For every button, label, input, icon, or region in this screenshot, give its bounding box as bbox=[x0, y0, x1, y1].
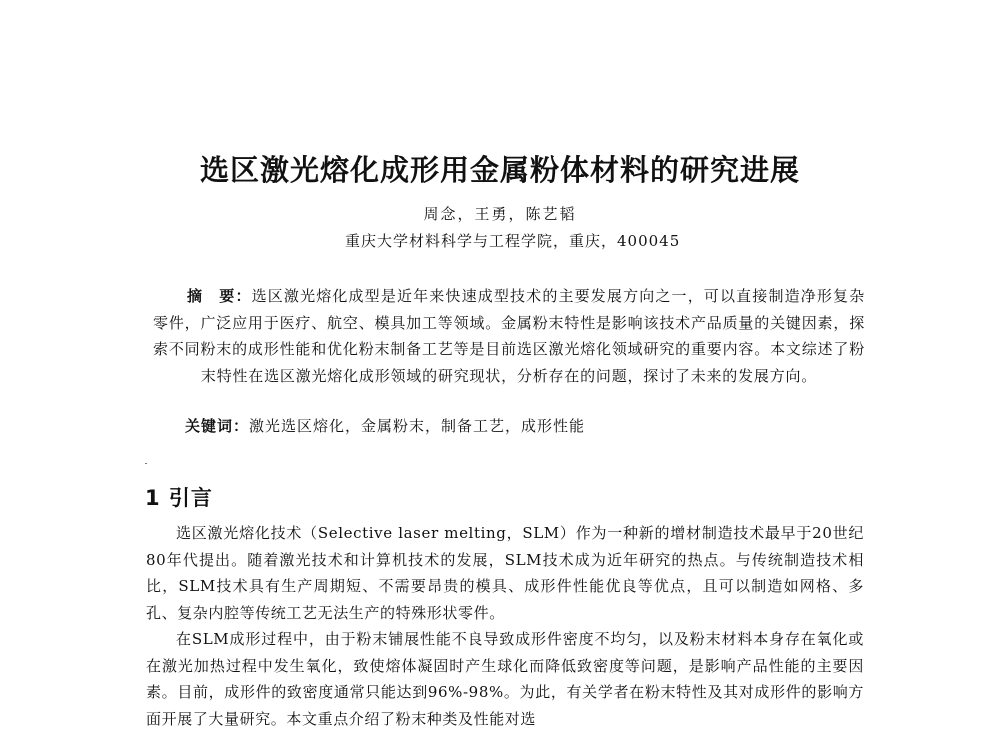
body-paragraph: 在SLM成形过程中，由于粉末铺展性能不良导致成形件密度不均匀，以及粉末材料本身存在氧化或在激光加热过程中发生氧化，致使熔体凝固时产生球化而降低致密度等问题，是影响产品性能的主要因素。目前，成形件的致密度通常只能达到96%-98%。为此，有关学者在粉末特性及其对成形件的影响方面开展了大量研究。本文重点介绍了粉末种类及性能对选 bbox=[146, 630, 864, 728]
keywords-text: 激光选区熔化，金属粉末，制备工艺，成形性能 bbox=[249, 417, 586, 435]
abstract-text: 选区激光熔化成型是近年来快速成型技术的主要发展方向之一，可以直接制造净形复杂零件，广泛应用于医疗、航空、模具加工等领域。金属粉末特性是影响该技术产品质量的关键因素，探索不同粉末的成形性能和优化粉末制备工艺等是目前选区激光熔化领域研究的重要内容。本文综述了粉末特性在选区激光熔化成形领域的研究现状，分析存在的问题，探讨了未来的发展方向。 bbox=[153, 287, 865, 385]
keywords-label: 关键词： bbox=[185, 417, 250, 435]
paper-title: 选区激光熔化成形用金属粉体材料的研究进展 bbox=[199, 153, 800, 187]
body-paragraph: 选区激光熔化技术（Selective laser melting，SLM）作为一种新的增材制造技术最早于20世纪80年代提出。随着激光技术和计算机技术的发展，SLM技术成为近年研究的热点。与传统制造技术相比，SLM技术具有生产周期短、不需要昂贵的模具、成形件性能优良等优点，且可以制造如网格、多孔、复杂内腔等传统工艺无法生产的特殊形状零件。 bbox=[146, 524, 864, 622]
abstract-label: 摘 要： bbox=[187, 287, 252, 305]
author-affiliation: 重庆大学材料科学与工程学院，重庆，400045 bbox=[345, 232, 681, 250]
abstract bbox=[153, 283, 865, 389]
author-list: 周念，王勇，陈艺韬 bbox=[423, 205, 577, 223]
keywords bbox=[185, 415, 865, 436]
introduction-body bbox=[146, 520, 864, 732]
scan-speck bbox=[145, 463, 147, 464]
section-heading-introduction: 1 引言 bbox=[145, 486, 213, 510]
